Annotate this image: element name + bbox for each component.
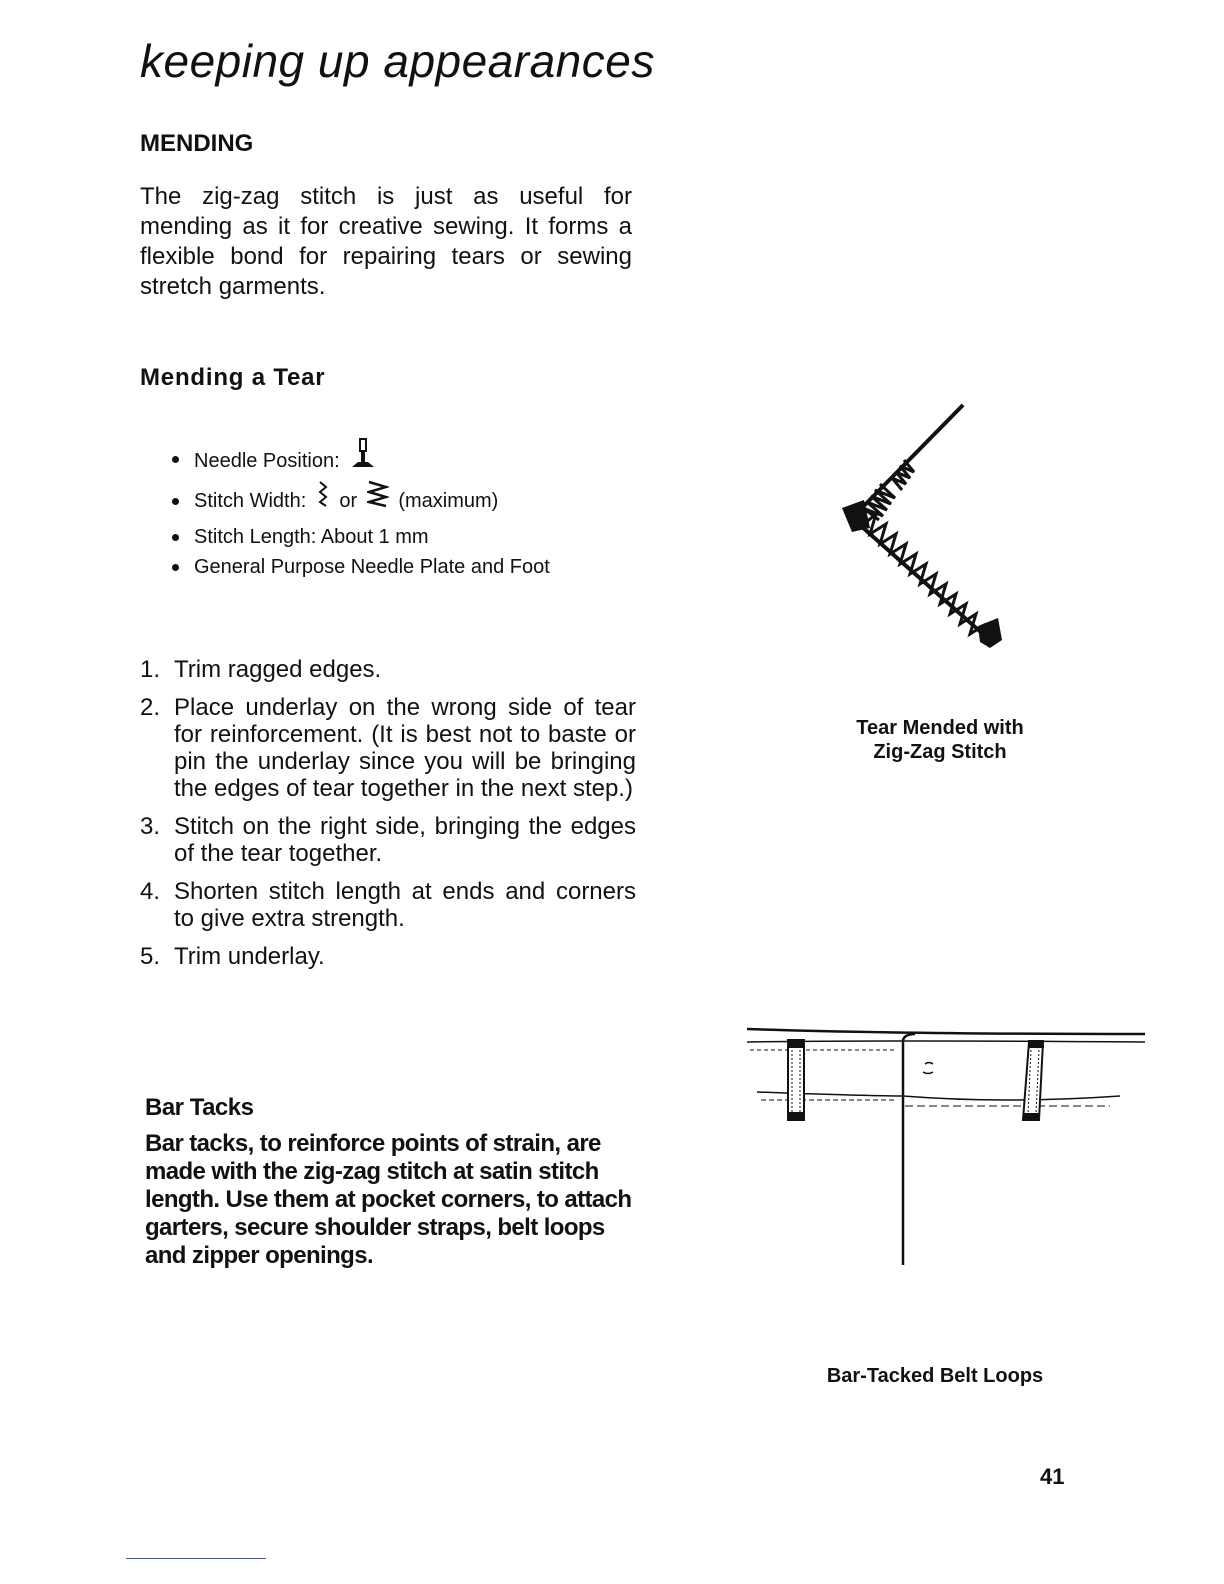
setting-needle-plate xyxy=(170,552,550,582)
step-text: Stitch on the right side, bringing the edges of the tear together. xyxy=(174,813,636,867)
wide-zigzag-width-icon xyxy=(367,480,389,523)
setting-stitch-width xyxy=(170,480,550,522)
bar-tacks-paragraph: Bar tacks, to reinforce points of strain, are made with the zig-zag stitch at satin stitch length. Use them at pocket corners, to attach garters, secure shoulder straps, belt loops and zipper openings. xyxy=(145,1130,632,1269)
step-number: 1. xyxy=(140,656,161,683)
bar-tacks-heading: Bar Tacks xyxy=(145,1094,254,1121)
setting-stitch-length xyxy=(170,522,550,552)
tear-caption-line-2: Zig-Zag Stitch xyxy=(873,741,1007,763)
machine-settings-list xyxy=(170,438,550,582)
step-item xyxy=(140,943,636,970)
step-number: 3. xyxy=(140,813,161,840)
center-needle-position-icon xyxy=(349,438,377,485)
step-text: Trim underlay. xyxy=(174,943,325,970)
step-item xyxy=(140,656,636,683)
setting-label: General Purpose Needle Plate and Foot xyxy=(194,556,550,578)
bar-tacked-belt-loops-illustration xyxy=(745,1020,1155,1280)
setting-label: Stitch Length: About 1 mm xyxy=(194,526,429,548)
step-number: 2. xyxy=(140,694,161,721)
belt-figure-caption: Bar-Tacked Belt Loops xyxy=(826,1365,1044,1387)
narrow-zigzag-width-icon xyxy=(316,480,330,523)
setting-connector: or xyxy=(339,490,358,512)
mending-tear-heading: Mending a Tear xyxy=(140,364,326,391)
step-text: Place underlay on the wrong side of tear for reinforcement. (It is best not to baste or pin the underlay since you will be bringing the edges of tear together in the next step.) xyxy=(174,694,636,802)
setting-label: Stitch Width: xyxy=(194,490,307,512)
setting-label: Needle Position: xyxy=(194,449,340,472)
step-text: Trim ragged edges. xyxy=(174,656,382,683)
step-item xyxy=(140,813,636,867)
zigzag-mended-tear-illustration xyxy=(830,400,1030,665)
step-number: 5. xyxy=(140,943,161,970)
setting-suffix: (maximum) xyxy=(398,490,499,512)
tear-caption-line-1: Tear Mended with xyxy=(856,717,1024,739)
footer-rule xyxy=(126,1558,266,1559)
tear-figure-caption xyxy=(820,716,1060,764)
mending-steps-list xyxy=(140,656,636,981)
page-title: keeping up appearances xyxy=(140,35,655,87)
step-number: 4. xyxy=(140,878,161,905)
page-number: 41 xyxy=(1040,1464,1065,1489)
step-item xyxy=(140,694,636,802)
step-item xyxy=(140,878,636,932)
setting-needle-position xyxy=(170,438,550,480)
section-heading-mending: MENDING xyxy=(140,130,254,157)
intro-paragraph: The zig-zag stitch is just as useful for mending as it for creative sewing. It forms a flexible bond for repairing tears or sewing stretch garments. xyxy=(140,183,632,300)
step-text: Shorten stitch length at ends and corners to give extra strength. xyxy=(174,878,636,932)
